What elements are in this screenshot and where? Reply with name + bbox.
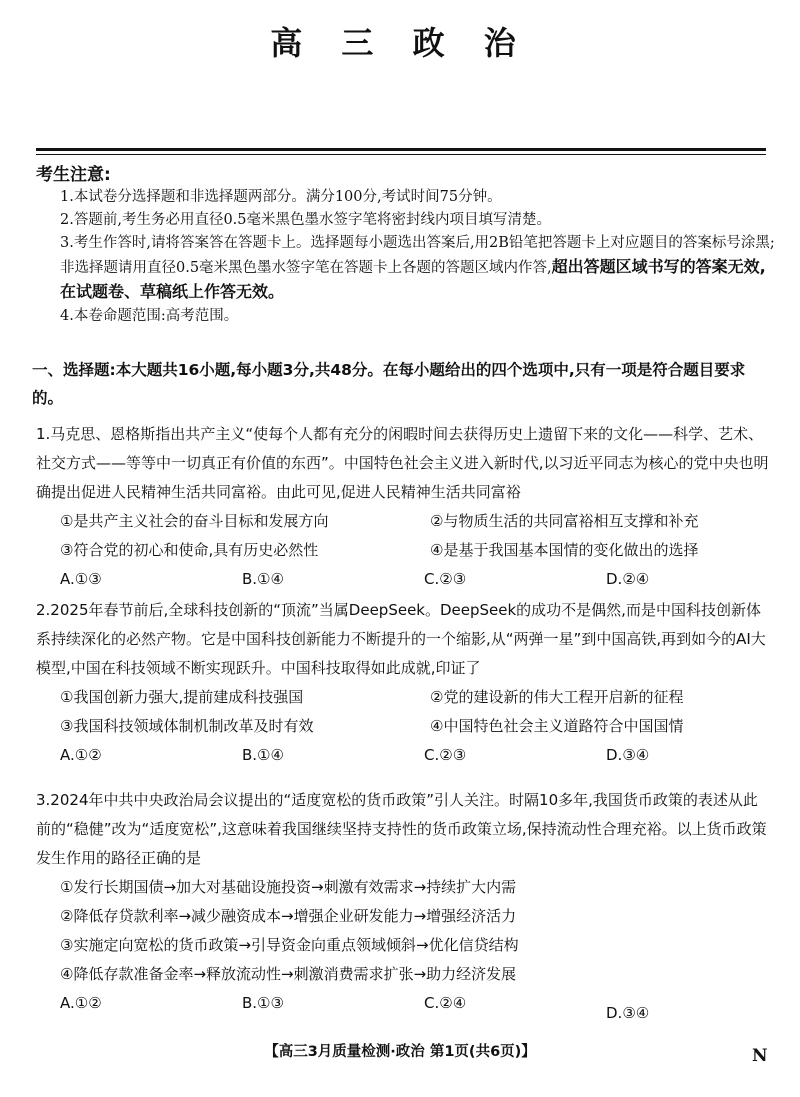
notice-item	[60, 232, 775, 305]
choice-list	[36, 989, 771, 1022]
question-2	[36, 596, 771, 770]
option: ④中国特色社会主义道路符合中国国情	[430, 717, 684, 735]
option: ④是基于我国基本国情的变化做出的选择	[430, 541, 699, 559]
question-1	[36, 420, 771, 594]
exam-title: 高 三 政 治	[270, 24, 530, 62]
header-rule-thick	[36, 148, 766, 151]
option-list	[36, 873, 771, 989]
option: ③我国科技领域体制机制改革及时有效	[60, 717, 314, 735]
option: ①我国创新力强大,提前建成科技强国	[60, 688, 304, 706]
option: ①发行长期国债→加大对基础设施投资→刺激有效需求→持续扩大内需	[60, 878, 517, 896]
choice-d: D.③④	[606, 746, 650, 764]
question-3	[36, 786, 771, 1022]
choice-a: A.①③	[60, 570, 102, 588]
notice-item: 4.本卷命题范围:高考范围。	[60, 308, 239, 324]
choice-d: D.②④	[606, 570, 650, 588]
notice-item: 1.本试卷分选择题和非选择题两部分。满分100分,考试时间75分钟。	[60, 189, 502, 205]
question-stem: 1.马克思、恩格斯指出共产主义“使每个人都有充分的闲暇时间去获得历史上遗留下来的文化——科学、艺术、社交方式——等等中一切真正有价值的东西”。中国特色社会主义进入新时代,以习近平同志为核心的党中央也明确提出促进人民精神生活共同富裕。由此可见,促进人民精神生活共同富裕	[36, 425, 769, 501]
choice-a: A.①②	[60, 994, 102, 1012]
notice-item: 2.答题前,考生务必用直径0.5毫米黑色墨水签字笔将密封线内项目填写清楚。	[60, 212, 552, 228]
option: ④降低存款准备金率→释放流动性→刺激消费需求扩张→助力经济发展	[60, 965, 517, 983]
corner-mark: N	[752, 1046, 768, 1066]
option: ②党的建设新的伟大工程开启新的征程	[430, 688, 684, 706]
choice-b: B.①③	[242, 994, 284, 1012]
question-stem: 2.2025年春节前后,全球科技创新的“顶流”当属DeepSeek。DeepSeek的成功不是偶然,而是中国科技创新体系持续深化的必然产物。它是中国科技创新能力不断提升的一个缩影,从“两弹一星”到中国高铁,再到如今的AI大模型,中国在科技领域不断实现跃升。中国科技取得如此成就,印证了	[36, 601, 766, 677]
notice-item-emphasis: 超出答题区域书写的答案无效,在试题卷、草稿纸上作答无效。	[60, 257, 766, 301]
choice-c: C.②③	[424, 746, 467, 764]
option: ①是共产主义社会的奋斗目标和发展方向	[60, 512, 329, 530]
choice-list	[36, 741, 771, 770]
header-rule-thin	[36, 154, 766, 155]
choice-c: C.②③	[424, 570, 467, 588]
choice-c: C.②④	[424, 994, 467, 1012]
page-footer: 【高三3月质量检测·政治 第1页(共6页)】	[264, 1044, 536, 1060]
choice-b: B.①④	[242, 746, 284, 764]
option: ②降低存贷款利率→减少融资成本→增强企业研发能力→增强经济活力	[60, 907, 517, 925]
choice-d: D.③④	[606, 1004, 650, 1022]
choice-list	[36, 565, 771, 594]
notice-item-text: 3.考生作答时,请将答案答在答题卡上。选择题每小题选出答案后,用2B铅笔把答题卡上对应题目的答案标号涂黑;非选择题请用直径0.5毫米黑色墨水签字笔在答题卡上各题的答题区域内作答,	[60, 235, 775, 276]
section-heading: 一、选择题:本大题共16小题,每小题3分,共48分。在每小题给出的四个选项中,只有一项是符合题目要求的。	[32, 361, 746, 407]
notice-heading: 考生注意:	[36, 165, 111, 185]
notice-list	[60, 186, 775, 328]
option: ③符合党的初心和使命,具有历史必然性	[60, 541, 319, 559]
option-list	[36, 507, 771, 565]
option-list	[36, 683, 771, 741]
question-stem: 3.2024年中共中央政治局会议提出的“适度宽松的货币政策”引人关注。时隔10多年,我国货币政策的表述从此前的“稳健”改为“适度宽松”,这意味着我国继续坚持支持性的货币政策立场,保持流动性合理充裕。以上货币政策发生作用的路径正确的是	[36, 791, 767, 867]
option: ③实施定向宽松的货币政策→引导资金向重点领域倾斜→优化信贷结构	[60, 936, 519, 954]
option: ②与物质生活的共同富裕相互支撑和补充	[430, 512, 699, 530]
choice-a: A.①②	[60, 746, 102, 764]
choice-b: B.①④	[242, 570, 284, 588]
